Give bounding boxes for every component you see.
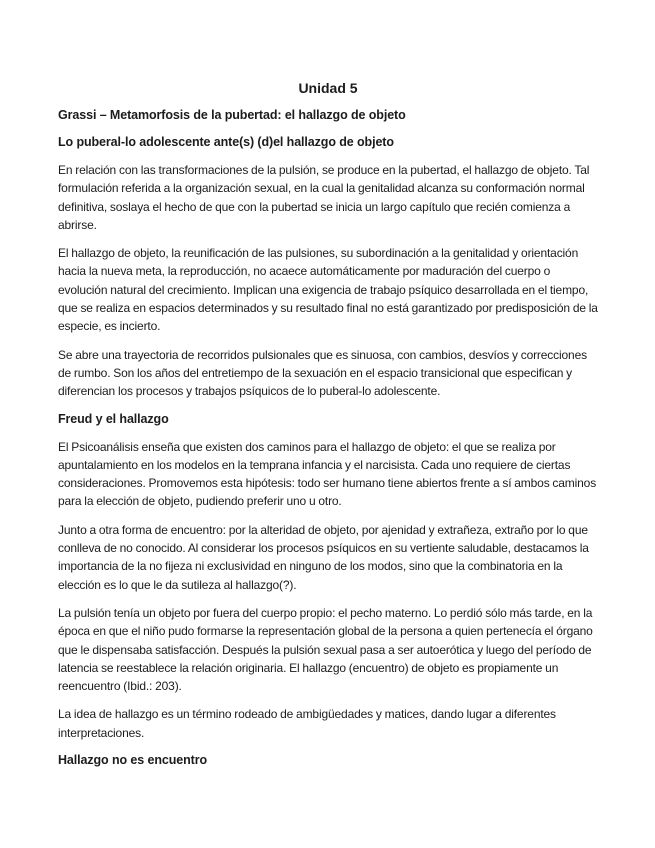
section-heading-encuentro: Hallazgo no es encuentro [58, 753, 208, 768]
paragraph: El Psicoanálisis enseña que existen dos caminos para el hallazgo de objeto: el que se realiza por apuntalamiento en los modelos en la temprana infancia y el narcisista. Cada uno requiere de ciertas consideraciones. Promovemos esta hipótesis: todo ser humano tiene abiertos frente a sí ambos caminos para la elección de objeto, pudiendo preferir uno u otro. [58, 439, 597, 509]
document-subtitle: Grassi – Metamorfosis de la pubertad: el hallazgo de objeto [58, 108, 406, 122]
paragraph: La pulsión tenía un objeto por fuera del cuerpo propio: el pecho materno. Lo perdió sólo más tarde, en la época en que el niño pudo formarse la representación global de la persona a quien pertenecía el órgano que le dispensaba satisfacción. Después la pulsión sexual pasa a ser autoerótica y luego del período de latencia se reestablece la relación originaria. El hallazgo (encuentro) de objeto es propiamente un reencuentro (Ibid.: 203). [58, 605, 593, 694]
paragraph: El hallazgo de objeto, la reunificación de las pulsiones, su subordinación a la genitalidad y orientación hacia la nueva meta, la reproducción, no acaece automáticamente por maduración del cuerpo o evolución natural del crecimiento. Implican una exigencia de trabajo psíquico desarrollada en el tiempo, que se realiza en espacios determinados y su resultado final no está garantizado por predisposición de la especie, es incierto. [58, 246, 598, 334]
page-title: Unidad 5 [298, 80, 358, 96]
section-heading-freud: Freud y el hallazgo [58, 411, 169, 426]
paragraph: En relación con las transformaciones de la pulsión, se produce en la pubertad, el hallazgo de objeto. Tal formulación referida a la organización sexual, en la cual la genitalidad alcanza su conformación normal definitiva, soslaya el hecho de que con la pubertad se inicia un largo capítulo que recién comienza a abrirse. [58, 163, 590, 232]
paragraph: Junto a otra forma de encuentro: por la alteridad de objeto, por ajenidad y extrañeza, extraño por lo que conlleva de no conocido. Al considerar los procesos psíquicos en su vertiente saludable, destacamos la importancia de la no fijeza ni exclusividad en ninguno de los modos, sino que la combinatoria en la elección es lo que le da sutileza al hallazgo(?). [58, 522, 589, 592]
document-body [58, 79, 598, 779]
section-heading-puberal: Lo puberal-lo adolescente ante(s) (d)el hallazgo de objeto [58, 135, 394, 149]
paragraph: Se abre una trayectoria de recorridos pulsionales que es sinuosa, con cambios, desvíos y correcciones de rumbo. Son los años del entretiempo de la sexuación en el espacio transicional que especifican y diferencian los procesos y trabajos psíquicos de lo puberal-lo adolescente. [58, 347, 587, 399]
paragraph: La idea de hallazgo es un término rodeado de ambigüedades y matices, dando lugar a diferentes interpretaciones. [58, 707, 556, 740]
